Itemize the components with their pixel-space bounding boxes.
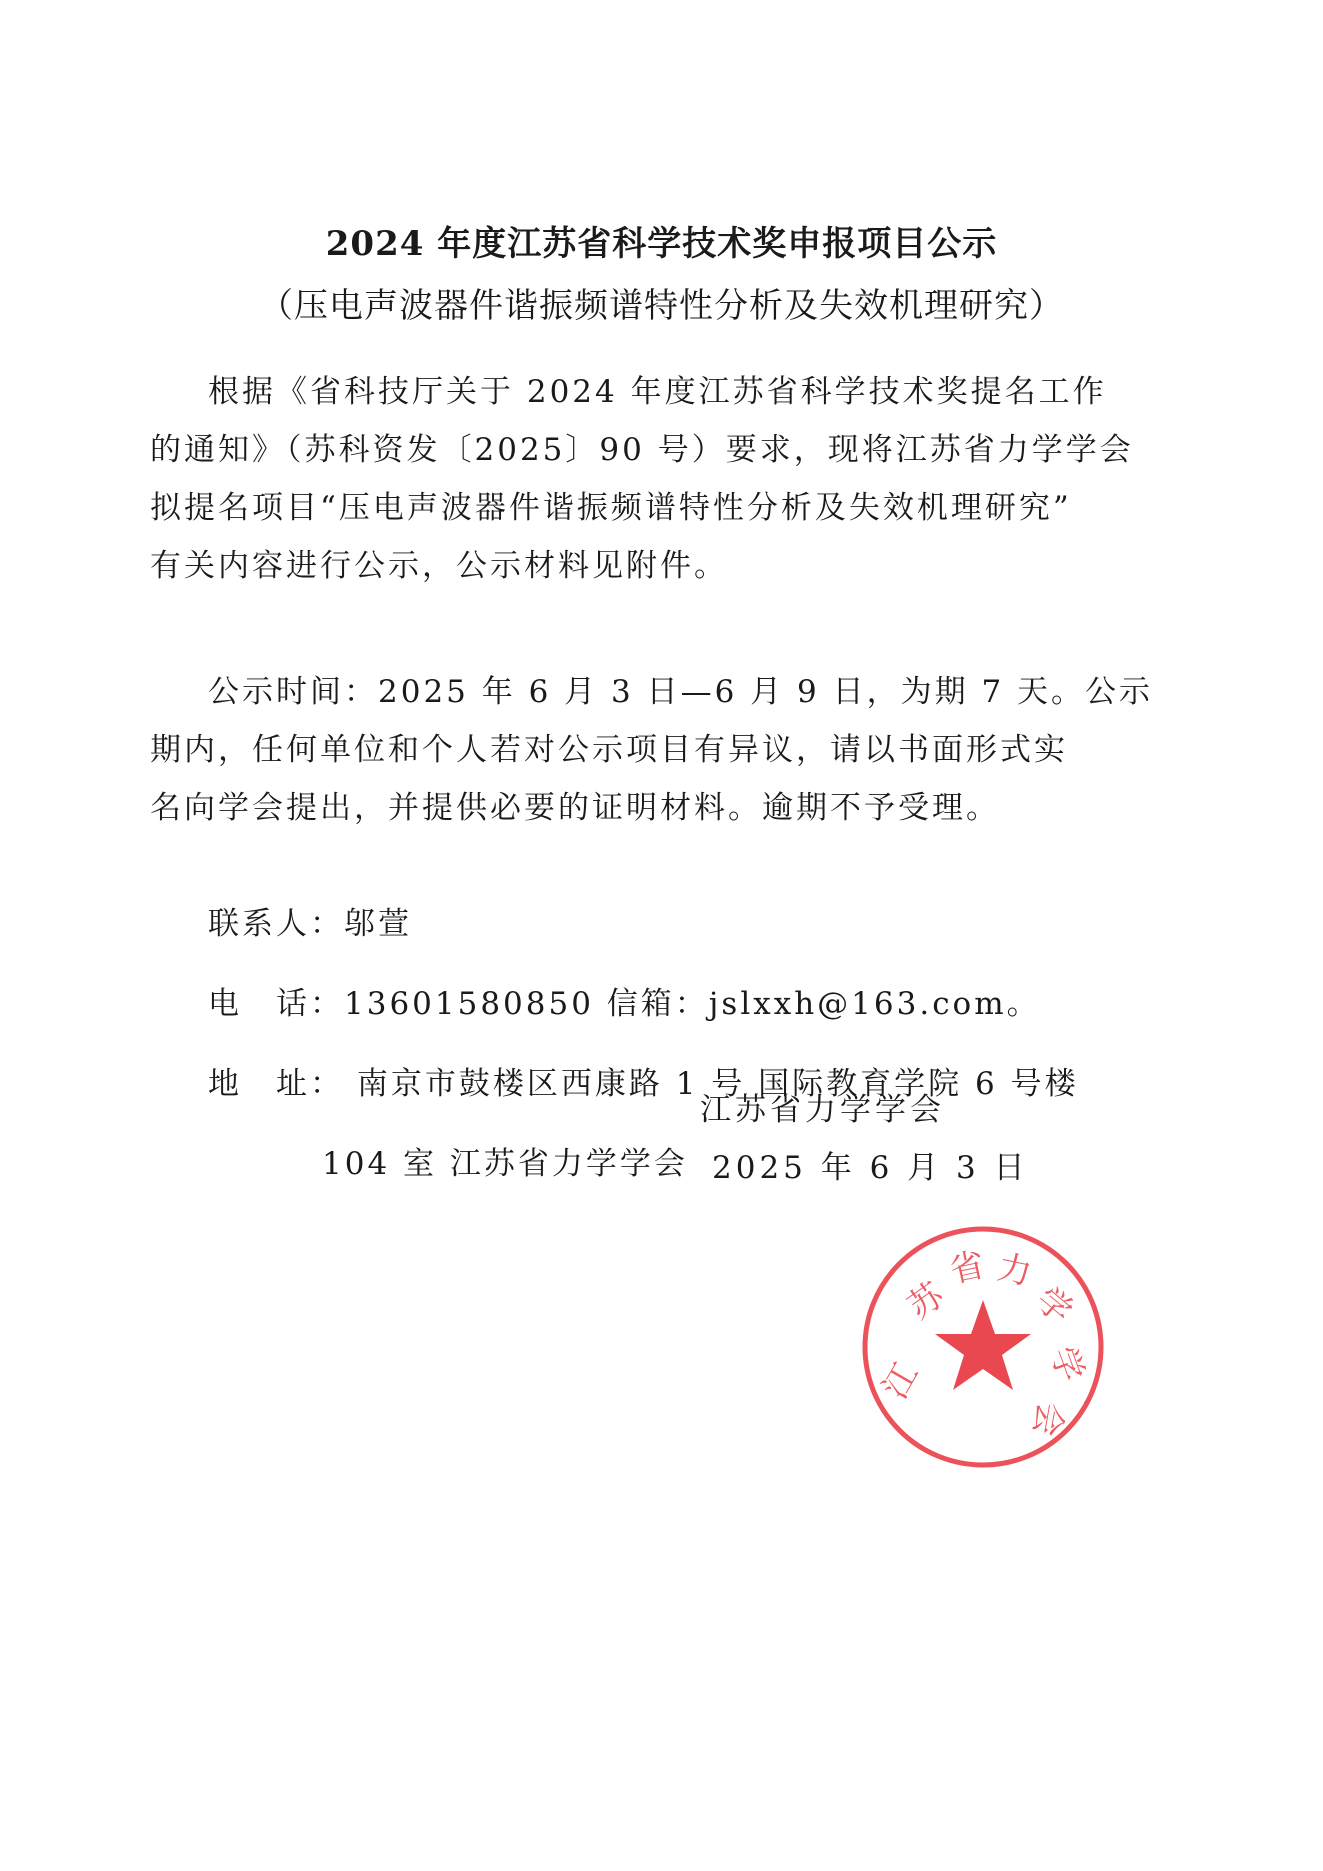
document-subtitle: （压电声波器件谐振频谱特性分析及失效机理研究） xyxy=(259,286,1064,326)
document-title: 2024 年度江苏省科学技术奖申报项目公示 xyxy=(325,224,998,264)
contact-phone-email: 电 话：13601580850 信箱：jslxxh@163.com。 xyxy=(208,986,1041,1022)
signature-organization: 江苏省力学学会 xyxy=(700,1092,945,1128)
paragraph1-line2: 的通知》（苏科资发〔2025〕90 号）要求，现将江苏省力学学会 xyxy=(150,432,1134,468)
paragraph1-line1: 根据《省科技厅关于 2024 年度江苏省科学技术奖提名工作 xyxy=(208,374,1107,410)
contact-address-line2: 104 室 江苏省力学学会 xyxy=(322,1146,688,1182)
svg-text:省: 省 xyxy=(946,1245,989,1292)
paragraph2-line1: 公示时间：2025 年 6 月 3 日—6 月 9 日，为期 7 天。公示 xyxy=(208,674,1154,710)
paragraph1-line4: 有关内容进行公示，公示材料见附件。 xyxy=(150,548,728,584)
contact-person: 联系人：邬萱 xyxy=(208,906,412,942)
signature-date: 2025 年 6 月 3 日 xyxy=(712,1150,1029,1186)
paragraph2-line3: 名向学会提出，并提供必要的证明材料。逾期不予受理。 xyxy=(150,790,1000,826)
svg-text:学: 学 xyxy=(1028,1279,1080,1332)
official-seal-icon xyxy=(858,1222,1108,1472)
contact-address-line1: 地 址： 南京市鼓楼区西康路 1 号 国际教育学院 6 号楼 xyxy=(208,1066,1079,1102)
svg-text:江: 江 xyxy=(875,1356,927,1406)
svg-text:苏: 苏 xyxy=(900,1275,952,1328)
paragraph2-line2: 期内，任何单位和个人若对公示项目有异议，请以书面形式实 xyxy=(150,732,1068,768)
paragraph1-line3: 拟提名项目“压电声波器件谐振频谱特性分析及失效机理研究” xyxy=(150,490,1072,526)
svg-text:力: 力 xyxy=(993,1247,1036,1294)
svg-text:会: 会 xyxy=(1025,1398,1071,1440)
svg-text:学: 学 xyxy=(1042,1341,1092,1387)
